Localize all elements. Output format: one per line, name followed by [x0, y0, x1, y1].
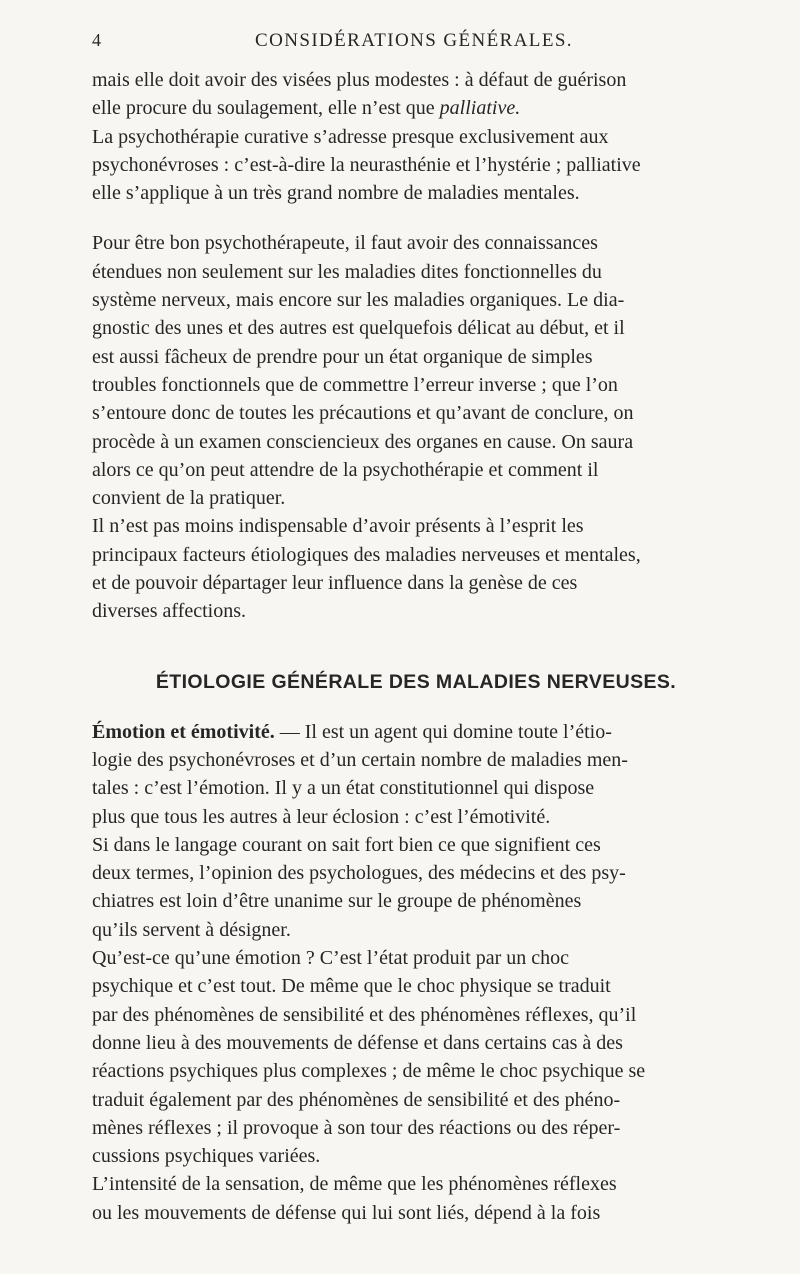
text-line: qu’ils servent à désigner.	[92, 918, 291, 941]
text-line: mais elle doit avoir des visées plus modestes : à défaut de guérison	[92, 69, 627, 91]
text-line: elle procure du soulagement, elle n’est que palliative.	[92, 97, 521, 120]
text-line: gnostic des unes et des autres est quelquefois délicat au début, et il	[92, 317, 625, 340]
text-line: psychonévroses : c’est-à-dire la neurasthénie et l’hystérie ; palliative	[92, 153, 641, 176]
text-line: système nerveux, mais encore sur les maladies organiques. Le dia-	[92, 289, 625, 312]
section-heading: ÉTIOLOGIE GÉNÉRALE DES MALADIES NERVEUSES.	[155, 670, 677, 693]
run-in-heading: Émotion et émotivité.	[92, 720, 275, 743]
text-line: s’entoure donc de toutes les précautions et qu’avant de conclure, on	[92, 402, 634, 425]
text-line: ou les mouvements de défense qui lui sont liés, dépend à la fois	[92, 1201, 601, 1224]
text-line: mènes réflexes ; il provoque à son tour des réactions ou des réper-	[92, 1116, 621, 1139]
text-line: par des phénomènes de sensibilité et des phénomènes réflexes, qu’il	[92, 1003, 637, 1026]
text-line: et de pouvoir départager leur influence dans la genèse de ces	[92, 572, 578, 595]
text-line: est aussi fâcheux de prendre pour un état organique de simples	[92, 345, 593, 368]
text-line: réactions psychiques plus complexes ; de même le choc psychique se	[92, 1060, 646, 1083]
page-number: 4	[92, 30, 101, 50]
text-line: diverses affections.	[92, 600, 247, 623]
text-line: principaux facteurs étiologiques des maladies nerveuses et mentales,	[92, 543, 641, 566]
text-line: donne lieu à des mouvements de défense et dans certains cas à des	[92, 1031, 623, 1054]
text-line: Il n’est pas moins indispensable d’avoir présents à l’esprit les	[92, 515, 584, 538]
text-line: L’intensité de la sensation, de même que les phénomènes réflexes	[92, 1173, 617, 1196]
text-line: elle s’applique à un très grand nombre de maladies mentales.	[92, 182, 580, 205]
text-line: chiatres est loin d’être unanime sur le groupe de phénomènes	[92, 890, 582, 913]
body-text	[92, 66, 740, 1227]
text-line: Pour être bon psychothérapeute, il faut avoir des connaissances	[92, 232, 598, 255]
text-line: alors ce qu’on peut attendre de la psychothérapie et comment il	[92, 458, 599, 481]
running-title: CONSIDÉRATIONS GÉNÉRALES.	[255, 30, 573, 51]
text-line: traduit également par des phénomènes de sensibilité et des phéno-	[92, 1088, 621, 1111]
text-line: étendues non seulement sur les maladies dites fonctionnelles du	[92, 260, 602, 283]
text-line: deux termes, l’opinion des psychologues, des médecins et des psy-	[92, 862, 626, 885]
text-line: La psychothérapie curative s’adresse presque exclusivement aux	[92, 125, 609, 148]
text-line: plus que tous les autres à leur éclosion : c’est l’émotivité.	[92, 805, 551, 828]
text-line: troubles fonctionnels que de commettre l’erreur inverse ; que l’on	[92, 373, 618, 396]
text-line: procède à un examen consciencieux des organes en cause. On saura	[92, 430, 634, 453]
text-line: Si dans le langage courant on sait fort bien ce que signifient ces	[92, 833, 601, 856]
text-line: Qu’est-ce qu’une émotion ? C’est l’état produit par un choc	[92, 947, 570, 970]
text-line: logie des psychonévroses et d’un certain nombre de maladies men-	[92, 748, 628, 771]
text-line: psychique et c’est tout. De même que le choc physique se traduit	[92, 975, 611, 998]
text-line: tales : c’est l’émotion. Il y a un état constitutionnel qui dispose	[92, 777, 595, 800]
text-line: Émotion et émotivité. — Il est un agent qui domine toute l’étio-	[92, 720, 612, 743]
text-line: convient de la pratiquer.	[92, 487, 286, 510]
text-line: cussions psychiques variées.	[92, 1145, 321, 1168]
running-head	[92, 30, 736, 56]
emphasis-palliative: palliative.	[439, 97, 521, 120]
